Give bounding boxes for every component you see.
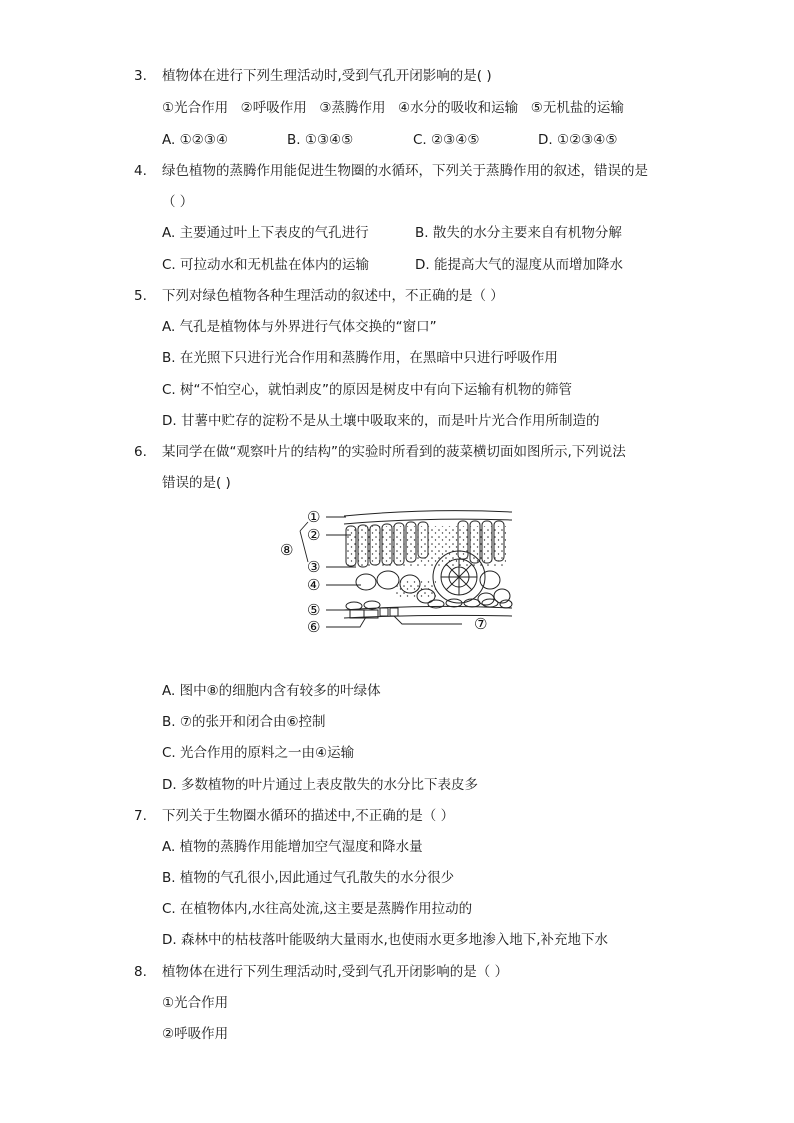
- diagram-label-7: ⑦: [474, 615, 488, 633]
- diagram-label-2: ②: [307, 526, 321, 544]
- question-3-option-a[interactable]: A. ①②③④: [162, 132, 228, 148]
- diagram-label-3: ③: [307, 558, 321, 576]
- question-8-stem: 植物体在进行下列生理活动时,受到气孔开闭影响的是（ ）: [162, 964, 509, 980]
- question-5-option-c[interactable]: C. 树“不怕空心，就怕剥皮”的原因是树皮中有向下运输有机物的筛管: [162, 382, 572, 398]
- question-6-option-d[interactable]: D. 多数植物的叶片通过上表皮散失的水分比下表皮多: [162, 777, 478, 793]
- question-5-number: 5.: [134, 288, 147, 304]
- question-4-option-c[interactable]: C. 可拉动水和无机盐在体内的运输: [162, 257, 370, 273]
- question-4-stem: 绿色植物的蒸腾作用能促进生物圈的水循环，下列关于蒸腾作用的叙述，错误的是: [162, 163, 648, 179]
- question-6-number: 6.: [134, 444, 147, 460]
- question-4-number: 4.: [134, 163, 147, 179]
- question-5-option-b[interactable]: B. 在光照下只进行光合作用和蒸腾作用，在黑暗中只进行呼吸作用: [162, 350, 558, 366]
- question-7-option-c[interactable]: C. 在植物体内,水往高处流,这主要是蒸腾作用拉动的: [162, 901, 473, 917]
- question-8-item-2[interactable]: ②呼吸作用: [162, 1026, 229, 1042]
- question-6-stem-cont: 错误的是( ): [162, 475, 231, 491]
- diagram-label-5: ⑤: [307, 601, 321, 619]
- question-6-stem: 某同学在做“观察叶片的结构”的实验时所看到的菠菜横切面如图所示,下列说法: [162, 444, 626, 460]
- question-3-option-d[interactable]: D. ①②③④⑤: [538, 132, 618, 148]
- question-4-option-a[interactable]: A. 主要通过叶上下表皮的气孔进行: [162, 225, 369, 241]
- question-7-option-d[interactable]: D. 森林中的枯枝落叶能吸纳大量雨水,也使雨水更多地渗入地下,补充地下水: [162, 932, 609, 948]
- question-4-stem-cont: （ ）: [162, 194, 194, 210]
- question-8-number: 8.: [134, 964, 147, 980]
- question-4-option-d[interactable]: D. 能提高大气的湿度从而增加降水: [415, 257, 623, 273]
- question-6-option-c[interactable]: C. 光合作用的原料之一由④运输: [162, 745, 355, 761]
- question-8-item-1[interactable]: ①光合作用: [162, 995, 229, 1011]
- question-6-option-b[interactable]: B. ⑦的张开和闭合由⑥控制: [162, 714, 326, 730]
- question-3-items: ①光合作用 ②呼吸作用 ③蒸腾作用 ④水分的吸收和运输 ⑤无机盐的运输: [162, 100, 624, 116]
- diagram-label-6: ⑥: [307, 618, 321, 636]
- question-7-stem: 下列关于生物圈水循环的描述中,不正确的是（ ）: [162, 808, 455, 824]
- diagram-label-4: ④: [307, 576, 321, 594]
- question-6-option-a[interactable]: A. 图中⑧的细胞内含有较多的叶绿体: [162, 683, 381, 699]
- question-7-option-b[interactable]: B. 植物的气孔很小,因此通过气孔散失的水分很少: [162, 870, 455, 886]
- question-3-number: 3.: [134, 68, 147, 84]
- question-7-option-a[interactable]: A. 植物的蒸腾作用能增加空气湿度和降水量: [162, 839, 423, 855]
- question-5-option-d[interactable]: D. 甘薯中贮存的淀粉不是从土壤中吸取来的，而是叶片光合作用所制造的: [162, 413, 600, 429]
- question-3-stem: 植物体在进行下列生理活动时,受到气孔开闭影响的是( ): [162, 68, 492, 84]
- question-5-stem: 下列对绿色植物各种生理活动的叙述中，不正确的是（ ）: [162, 288, 504, 304]
- leaf-tissue-drawing: [344, 511, 512, 618]
- leaf-cross-section-diagram: [276, 500, 516, 645]
- question-4-option-b[interactable]: B. 散失的水分主要来自有机物分解: [415, 225, 622, 241]
- question-3-option-c[interactable]: C. ②③④⑤: [413, 132, 480, 148]
- diagram-label-1: ①: [307, 508, 321, 526]
- question-5-option-a[interactable]: A. 气孔是植物体与外界进行气体交换的“窗口”: [162, 319, 437, 335]
- question-3-option-b[interactable]: B. ①③④⑤: [287, 132, 354, 148]
- question-7-number: 7.: [134, 808, 147, 824]
- diagram-label-8: ⑧: [280, 541, 294, 559]
